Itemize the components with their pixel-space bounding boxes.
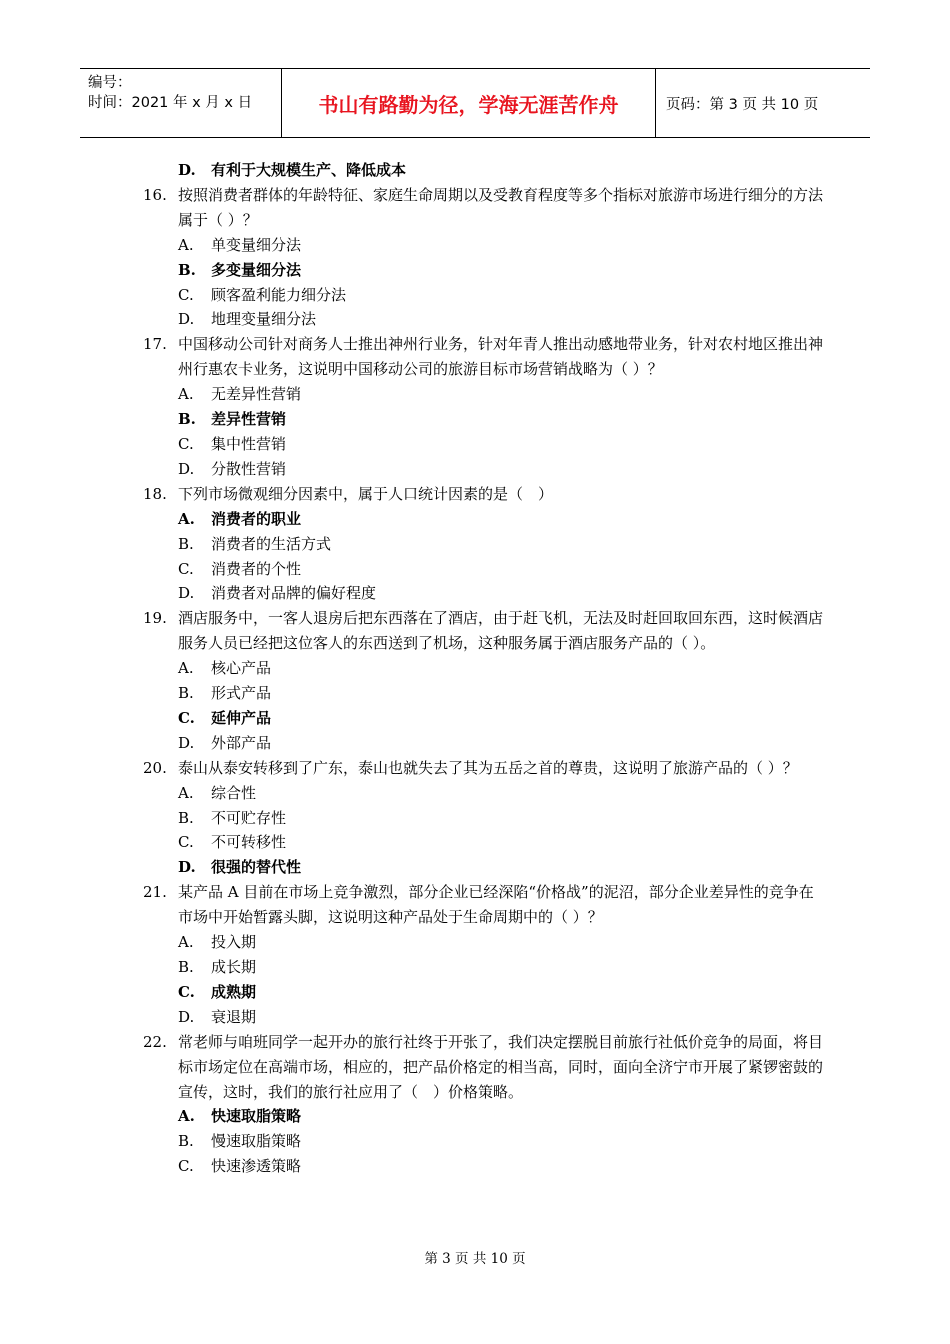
option-letter: C. [178,559,194,578]
option-letter: A. [178,235,194,254]
option [143,1129,823,1154]
option-text: 集中性营销 [211,434,287,453]
question-17 [143,332,823,382]
question-number: 22. [143,1032,167,1051]
lead-option [143,158,823,183]
option-letter: C. [178,285,194,304]
option-letter: D. [178,584,195,603]
question-16 [143,183,823,233]
option [143,557,823,582]
option-text: 投入期 [211,933,257,952]
option-letter: C. [178,982,195,1001]
option-letter: B. [178,260,196,279]
option-letter: C. [178,708,195,727]
option [143,581,823,606]
question-22 [143,1030,823,1105]
option-text: 消费者的生活方式 [211,534,332,553]
option-text: 快速取脂策略 [211,1107,302,1126]
question-number: 21. [143,883,167,902]
option-text: 核心产品 [211,659,272,678]
option-text: 不可贮存性 [211,808,287,827]
option-letter: B. [178,808,194,827]
option-text: 形式产品 [211,684,272,703]
option-text: 无差异性营销 [211,385,302,404]
option-letter: D. [178,161,196,179]
question-number: 17. [143,335,167,354]
option-letter: B. [178,684,194,703]
option [143,955,823,980]
question-text: 酒店服务中，一客人退房后把东西落在了酒店，由于赶飞机，无法及时赶回取回东西，这时候酒店服务人员已经把这位客人的东西送到了机场，这种服务属于酒店服务产品的（ ）。 [178,609,824,653]
option-letter: A. [178,509,195,528]
option-text: 消费者的职业 [211,509,302,528]
option-letter: C. [178,1157,194,1176]
question-number: 19. [143,609,167,628]
option [143,830,823,855]
question-number: 16. [143,185,167,204]
option-answer [143,706,823,731]
option-text: 顾客盈利能力细分法 [211,285,347,304]
page-header [80,68,870,138]
question-19 [143,606,823,656]
option-answer [143,258,823,283]
page-footer: 第 3 页 共 10 页 [424,1251,526,1267]
option-letter: A. [178,659,194,678]
option-text: 成长期 [211,958,257,976]
option [143,1154,823,1179]
option-text: 外部产品 [211,733,272,752]
option-answer [143,855,823,880]
option-letter: B. [178,534,194,553]
option-letter: A. [178,1107,195,1126]
question-20 [143,756,823,781]
option [143,457,823,482]
option-letter: C. [178,833,194,852]
header-meta [80,69,282,137]
option-text: 消费者对品牌的偏好程度 [211,584,377,603]
option-text: 衰退期 [211,1007,257,1026]
option-text: 成熟期 [211,982,257,1001]
header-motto: 书山有路勤为径，学海无涯苦作舟 [282,69,656,137]
option-letter: B. [178,1132,194,1151]
option [143,382,823,407]
option-text: 单变量细分法 [211,235,302,254]
option-letter: A. [178,783,194,802]
option-text: 有利于大规模生产、降低成本 [211,161,407,179]
option-letter: D. [178,310,195,329]
option-letter: A. [178,385,194,404]
option-letter: B. [178,410,196,429]
question-number: 20. [143,758,167,777]
option-text: 综合性 [211,783,257,802]
option-text: 地理变量细分法 [211,310,317,329]
doc-code-label: 编号： [88,75,132,91]
question-list [143,158,823,1179]
option [143,532,823,557]
option-text: 慢速取脂策略 [211,1132,302,1151]
option-answer [143,407,823,432]
option-letter: C. [178,434,194,453]
option [143,930,823,955]
option [143,681,823,706]
question-text: 泰山从泰安转移到了广东，泰山也就失去了其为五岳之首的尊贵，这说明了旅游产品的（ ）？ [178,758,798,777]
option-text: 快速渗透策略 [211,1157,302,1176]
question-text: 中国移动公司针对商务人士推出神州行业务，针对年青人推出动感地带业务，针对农村地区推出神州行惠农卡业务，这说明中国移动公司的旅游目标市场营销战略为（ ）？ [178,335,824,379]
option-letter: D. [178,459,195,478]
option-answer [143,1104,823,1129]
option [143,1005,823,1030]
option [143,781,823,806]
question-text: 某产品 A 目前在市场上竞争激烈，部分企业已经深陷“价格战”的泥沼，部分企业差异性的竞争在市场中开始暂露头脚，这说明这种产品处于生命周期中的（ ）？ [178,883,814,927]
question-18 [143,482,823,507]
option-letter: D. [178,858,196,877]
question-text: 常老师与咱班同学一起开办的旅行社终于开张了，我们决定摆脱目前旅行社低价竞争的局面，将目标市场定位在高端市场，相应的，把产品价格定的相当高，同时，面向全济宁市开展了紧锣密鼓的宣传，这时，我们的旅行社应用了（ ）价格策略。 [178,1032,824,1101]
question-text: 按照消费者群体的年龄特征、家庭生命周期以及受教育程度等多个指标对旅游市场进行细分的方法属于（ ）？ [178,185,824,229]
question-21 [143,880,823,930]
option-text: 差异性营销 [211,410,287,429]
option [143,307,823,332]
header-page-label: 页码：第 3 页 共 10 页 [666,96,819,113]
option [143,656,823,681]
option-letter: D. [178,1007,195,1026]
option-letter: A. [178,933,194,952]
option-letter: B. [178,958,194,976]
doc-date-label: 时间：2021 年 x 月 x 日 [88,95,253,111]
option [143,806,823,831]
option [143,432,823,457]
option-text: 不可转移性 [211,833,287,852]
option-letter: D. [178,733,195,752]
question-number: 18. [143,484,167,503]
option-text: 延伸产品 [211,708,272,727]
option-text: 很强的替代性 [211,858,302,877]
question-text: 下列市场微观细分因素中，属于人口统计因素的是（ ） [178,484,554,503]
option-text: 分散性营销 [211,459,287,478]
option-answer [143,507,823,532]
option [143,731,823,756]
option-text: 多变量细分法 [211,260,302,279]
option [143,233,823,258]
option-text: 消费者的个性 [211,559,302,578]
option [143,283,823,308]
option-answer [143,980,823,1005]
